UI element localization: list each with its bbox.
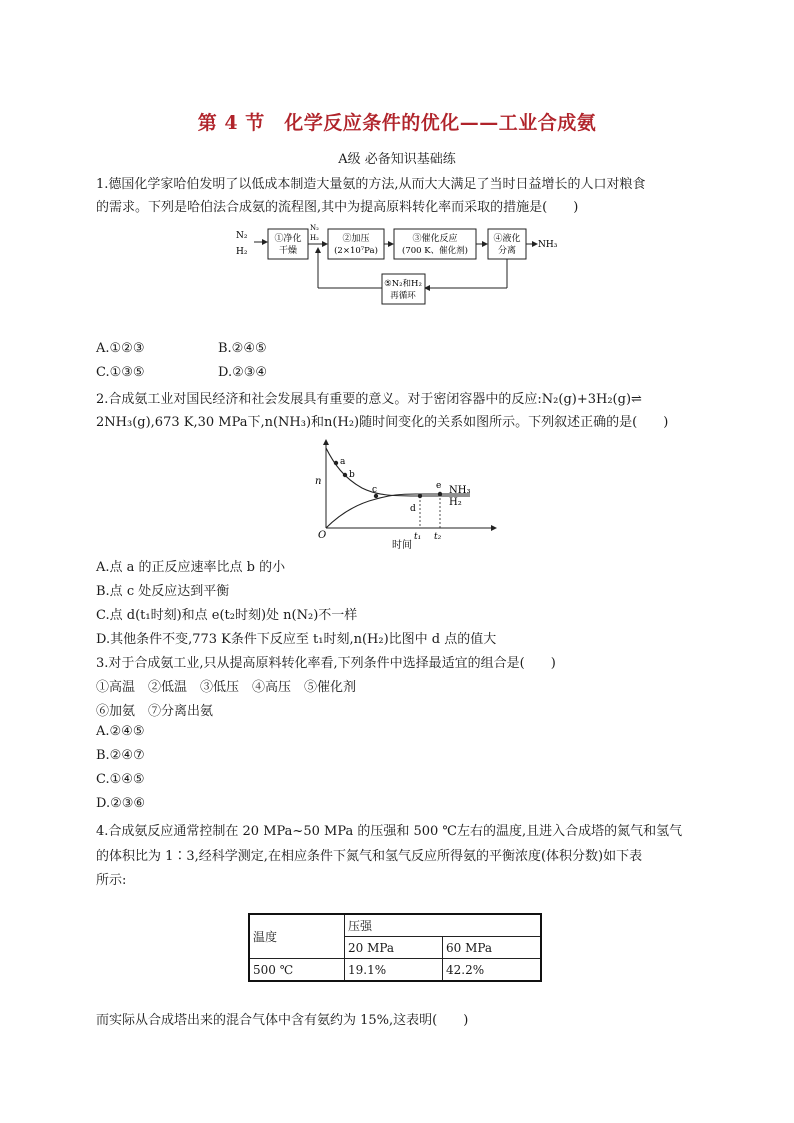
table-header-20mpa: 20 MPa [345, 937, 443, 959]
graph-x-label: 时间 [392, 540, 412, 551]
flow-box-liquefy-l2: 分离 [497, 246, 517, 256]
q3-conditions-line1: ①高温 ②低温 ③低压 ④高压 ⑤催化剂 [96, 680, 357, 695]
q2-stem-line2: 2NH₃(g),673 K,30 MPa下,n(NH₃)和n(H₂)随时间变化的关系如图所示。下列叙述正确的是( ) [96, 415, 669, 430]
graph-label-b: b [349, 470, 355, 480]
q4-stem-line1: 4.合成氨反应通常控制在 20 MPa~50 MPa 的压强和 500 ℃左右的温度,且进入合成塔的氮气和氢气 [96, 824, 683, 839]
graph-label-c: c [372, 485, 378, 495]
flow-box-pressurize-l1: ②加压 [342, 234, 370, 244]
graph-t1: t₁ [414, 532, 422, 542]
flow-box-purify-l1: ①净化 [274, 234, 302, 244]
q3-option-c[interactable]: C.①④⑤ [96, 772, 145, 787]
q2-option-a[interactable]: A.点 a 的正反应速率比点 b 的小 [96, 560, 286, 575]
q2-option-c[interactable]: C.点 d(t₁时刻)和点 e(t₂时刻)处 n(N₂)不一样 [96, 608, 358, 623]
level-subtitle: A级 必备知识基础练 [338, 152, 456, 167]
q2-stem-line1: 2.合成氨工业对国民经济和社会发展具有重要的意义。对于密闭容器中的反应:N₂(g)+3H₂(g)⇌ [96, 392, 642, 407]
graph-label-e: e [436, 481, 442, 491]
q3-option-d[interactable]: D.②③⑥ [96, 796, 146, 811]
q2-option-b[interactable]: B.点 c 处反应达到平衡 [96, 584, 230, 599]
q2-graph [312, 436, 512, 552]
flow-input-n2: N₂ [236, 231, 248, 241]
flow-box-pressurize-l2: (2×10⁷Pa) [334, 246, 378, 256]
flow-mid-h2: H₂ [310, 234, 319, 242]
q1-stem-line1: 1.德国化学家哈伯发明了以低成本制造大量氨的方法,从而大大满足了当时日益增长的人口对粮食 [96, 177, 646, 192]
graph-origin: O [318, 530, 327, 541]
flow-box-catalysis-l1: ③催化反应 [412, 234, 458, 244]
flow-box-liquefy-l1: ④液化 [493, 234, 521, 244]
table-cell-60mpa-value: 42.2% [443, 959, 542, 982]
graph-label-a: a [340, 457, 346, 467]
q4-stem-line4: 而实际从合成塔出来的混合气体中含有氨约为 15%,这表明( ) [96, 1013, 469, 1028]
section-title: 第 4 节 化学反应条件的优化——工业合成氨 [197, 112, 597, 134]
table-header-pressure: 压强 [345, 914, 542, 937]
q3-conditions-line2: ⑥加氨 ⑦分离出氨 [96, 704, 214, 719]
table-header-temperature: 温度 [249, 914, 345, 959]
q4-stem-line2: 的体积比为 1∶3,经科学测定,在相应条件下氮气和氢气反应所得氨的平衡浓度(体积分数)如下表 [96, 849, 643, 864]
ammonia-concentration-table [248, 913, 542, 982]
flow-box-recycle-l1: ⑤N₂和H₂ [384, 279, 422, 289]
flow-box-recycle-l2: 再循环 [390, 291, 416, 301]
table-header-60mpa: 60 MPa [443, 937, 542, 959]
graph-point-b [343, 473, 347, 477]
q3-option-b[interactable]: B.②④⑦ [96, 748, 145, 763]
q1-option-c[interactable]: C.①③⑤ [96, 365, 145, 380]
q1-option-d[interactable]: D.②③④ [218, 365, 268, 380]
flow-mid-n2: N₂ [310, 224, 319, 232]
q3-option-a[interactable]: A.②④⑤ [96, 724, 145, 739]
flow-box-catalysis-l2: (700 K、催化剂) [402, 246, 468, 256]
q4-stem-line3: 所示: [96, 873, 127, 888]
graph-nh3-label: NH₃ [449, 485, 471, 496]
flow-box-purify-l2: 干燥 [278, 246, 298, 256]
q2-option-d[interactable]: D.其他条件不变,773 K条件下反应至 t₁时刻,n(H₂)比图中 d 点的值大 [96, 632, 497, 647]
flow-output-nh3: NH₃ [538, 240, 558, 250]
table-cell-20mpa-value: 19.1% [345, 959, 443, 982]
q1-flow-diagram [230, 222, 590, 312]
graph-point-a [334, 461, 338, 465]
table-cell-temperature: 500 ℃ [249, 959, 345, 982]
q1-option-a[interactable]: A.①②③ [96, 341, 145, 356]
graph-t2: t₂ [434, 532, 442, 542]
graph-y-label: n [315, 476, 322, 487]
q1-option-b[interactable]: B.②④⑤ [218, 341, 267, 356]
q3-stem-line1: 3.对于合成氨工业,只从提高原料转化率看,下列条件中选择最适宜的组合是( ) [96, 656, 556, 671]
q1-stem-line2: 的需求。下列是哈伯法合成氨的流程图,其中为提高原料转化率而采取的措施是( ) [96, 200, 579, 215]
graph-h2-label: H₂ [449, 497, 462, 508]
graph-label-d: d [410, 504, 416, 514]
flow-input-h2: H₂ [236, 247, 248, 257]
